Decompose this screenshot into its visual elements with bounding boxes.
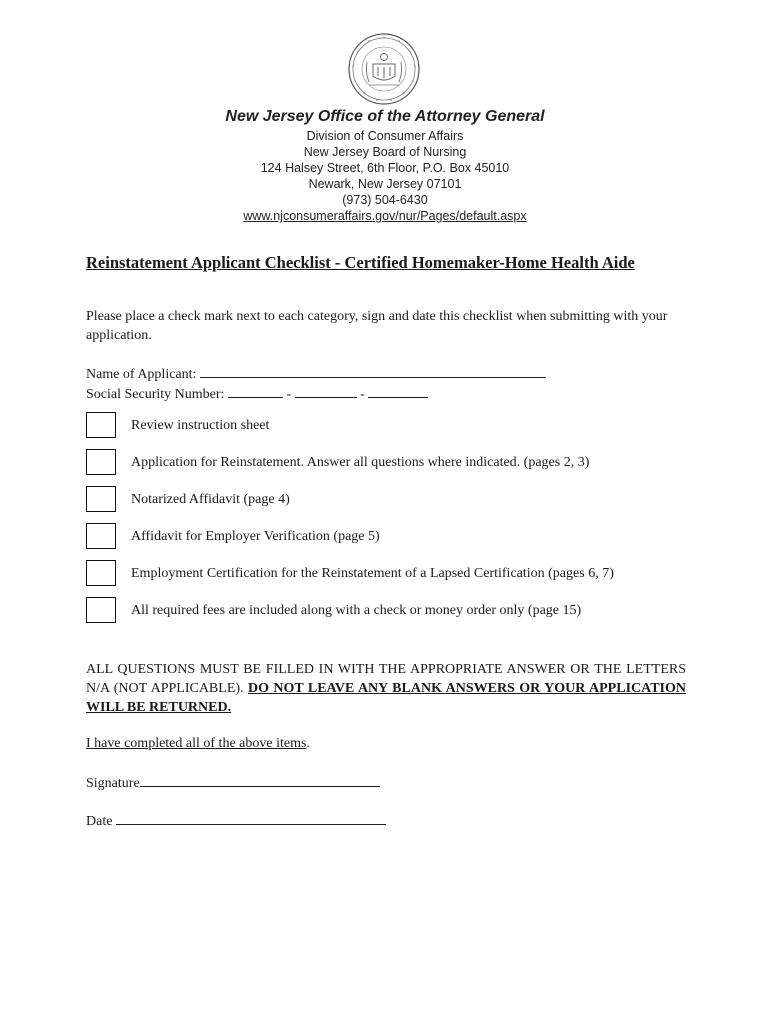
ssn-label: Social Security Number: [86,387,225,402]
ssn-row [86,384,686,404]
completion-period: . [306,736,310,751]
ssn-separator: - [360,387,365,402]
date-field[interactable] [116,811,386,825]
date-row [86,811,386,830]
completion-text: I have completed all of the above items [86,736,307,751]
checklist-item [86,560,726,588]
checklist-item-label: Application for Reinstatement. Answer all questions where indicated. (pages 2, 3) [131,455,590,470]
ssn-field-part-1[interactable] [228,384,283,398]
warning-plain: ALL QUESTIONS MUST BE FILLED IN WITH THE APPROPRIATE ANSWER OR THE LETTERS N/A (NOT APPLICABLE). [86,662,686,696]
signature-label: Signature [86,776,140,791]
street-address: 124 Halsey Street, 6th Floor, P.O. Box 45010 [260,161,510,175]
checklist-item-label: Notarized Affidavit (page 4) [131,492,290,507]
checklist-item [86,597,726,625]
checkbox[interactable] [86,449,116,475]
warning-text [86,660,686,717]
ssn-field-part-2[interactable] [295,384,357,398]
board-name: New Jersey Board of Nursing [303,145,467,159]
checkbox[interactable] [86,523,116,549]
signature-field[interactable] [140,773,380,787]
date-label: Date [86,814,113,829]
checklist-item [86,449,726,477]
completion-statement [86,736,310,752]
applicant-name-field[interactable] [200,364,546,378]
checklist-item-label: All required fees are included along with a check or money order only (page 15) [131,603,582,618]
phone-number: (973) 504-6430 [342,193,428,207]
checkbox[interactable] [86,486,116,512]
checklist-item-label: Affidavit for Employer Verification (page 5) [131,529,380,544]
warning-emphasis: DO NOT LEAVE ANY BLANK ANSWERS OR YOUR APPLICATION WILL BE RETURNED. [86,681,686,715]
document-title: Reinstatement Applicant Checklist - Certified Homemaker-Home Health Aide [86,253,635,272]
website-link[interactable]: www.njconsumeraffairs.gov/nur/Pages/default.aspx [243,209,527,223]
checklist-item [86,486,726,514]
checkbox[interactable] [86,412,116,438]
applicant-name-label: Name of Applicant: [86,367,197,382]
letterhead [0,106,770,224]
checklist-item [86,523,726,551]
checklist-item-label: Employment Certification for the Reinstatement of a Lapsed Certification (pages 6, 7) [131,566,614,581]
ssn-separator: - [286,387,292,402]
checkbox[interactable] [86,597,116,623]
signature-row [86,773,380,792]
applicant-name-row [86,364,686,384]
city-address: Newark, New Jersey 07101 [308,177,462,191]
instructions-text: Please place a check mark next to each category, sign and date this checklist when submitting with your application. [86,309,668,343]
state-seal-logo [347,32,421,106]
ssn-field-part-3[interactable] [368,384,428,398]
office-name: New Jersey Office of the Attorney General [225,108,545,125]
checklist-item-label: Review instruction sheet [131,418,270,433]
division-name: Division of Consumer Affairs [306,129,464,143]
checkbox[interactable] [86,560,116,586]
applicant-fields [86,364,686,404]
checklist-item [86,412,726,440]
